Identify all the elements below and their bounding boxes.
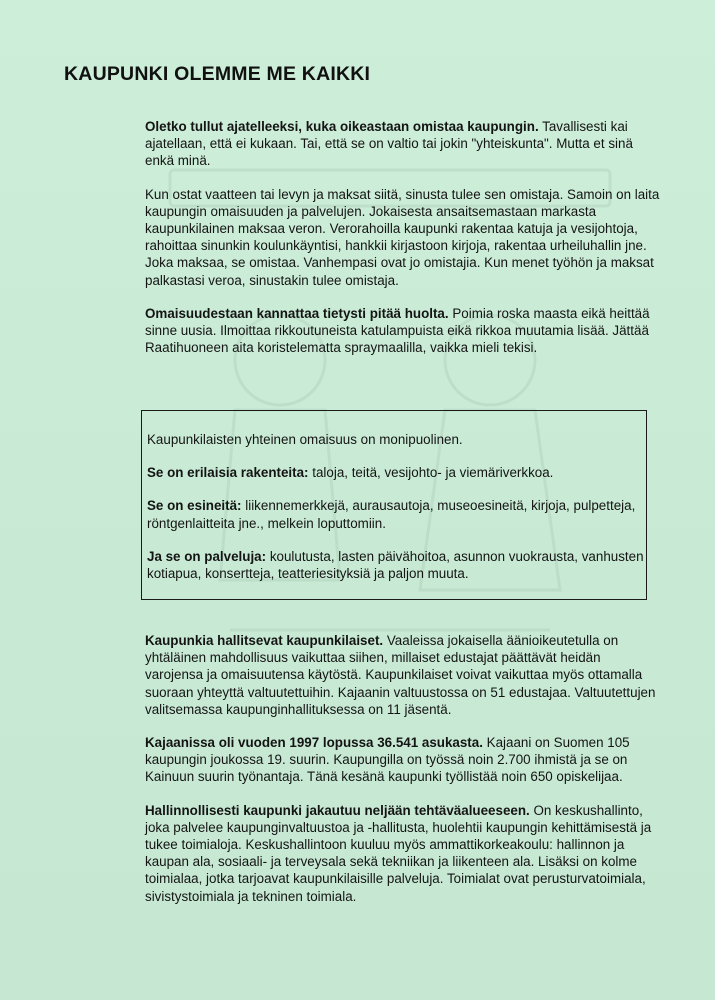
page-title: KAUPUNKI OLEMME ME KAIKKI [64, 63, 371, 85]
box-item-lead: Se on esineitä: [147, 498, 242, 514]
paragraph-lead: Oletko tullut ajatelleeksi, kuka oikeastaan omistaa kaupungin. [145, 119, 539, 134]
governance-section [145, 632, 660, 921]
box-item-lead: Ja se on palveluja: [147, 548, 267, 564]
paragraph-body: Kajaani on Suomen 105 kaupungin joukossa 19. suurin. Kaupungilla on työssä noin 2.700 ihmistä ja se on Kainuun suurin työnantaja. Tänä kesänä kaupunki työllistää noin 650 opiskelijaa. [145, 735, 630, 785]
box-item-body: liikennemerkkejä, aurausautoja, museoesineitä, kirjoja, pulpetteja, röntgenlaitteita jne., melkein loputtomiin. [147, 498, 636, 531]
paragraph-taxes [145, 186, 660, 289]
paragraph-administration [145, 802, 660, 905]
paragraph-body: Vaaleissa jokaisella äänioikeutetulla on yhtäläinen mahdollisuus vaikuttaa siihen, millaiset edustajat päättävät heidän varojensa ja omaisuutensa käytöstä. Kaupunkilaiset voivat vaikuttaa myös ottamalla suoraan yhteyttä valtuutettuihin. Kajaanin valtuustossa on 51 edustajaa. Valtuutettujen valitsemassa kaupunginhallituksessa on 11 jäsentä. [145, 633, 656, 717]
paragraph-care [145, 305, 660, 357]
paragraph-body: On keskushallinto, joka palvelee kaupunginvaltuustoa ja -hallitusta, huolehtii kaupungin kehittämisestä ja tukee toimialoja. Keskushallintoon kuuluu myös ammattikorkeakoulu: hallinnon ja kaupan ala, sosiaali- ja terveysala sekä tekniikan ja liikenteen ala. Lisäksi on kolme toimialaa, jotka tarjoavat kaupunkilaisille palveluja. Toimialat ovat perusturvatoimiala, sivistystoimiala ja tekninen toimiala. [145, 802, 652, 904]
box-intro: Kaupunkilaisten yhteinen omaisuus on monipuolinen. [147, 432, 463, 447]
box-item-services [147, 548, 646, 582]
box-item-body: taloja, teitä, vesijohto- ja viemäriverkkoa. [312, 465, 554, 481]
paragraph-body: Tavallisesti kai ajatellaan, että ei kukaan. Tai, että se on valtio tai jokin "yhteiskunta". Mutta et sinä enkä minä. [145, 119, 633, 169]
paragraph-governance [145, 632, 660, 718]
paragraph-body: Poimia roska maasta eikä heittää sinne uusia. Ilmoittaa rikkoutuneista katulampuista eikä rikkoa muutamia lisää. Jättää Raatihuoneen aita koristelematta spraymaalilla, vaikka mieli tekisi. [145, 305, 650, 356]
paragraph-lead: Kajaanissa oli vuoden 1997 lopussa 36.541 asukasta. [145, 735, 483, 751]
paragraph-lead: Omaisuudestaan kannattaa tietysti pitää huolta. [145, 305, 449, 321]
box-item-structures [147, 464, 646, 481]
box-item-body: koulutusta, lasten päivähoitoa, asunnon vuokrausta, vanhusten kotiapua, konsertteja, teatteriesityksiä ja paljon muuta. [147, 548, 644, 582]
paragraph-population [145, 734, 660, 786]
intro-section [145, 118, 660, 372]
paragraph-lead: Hallinnollisesti kaupunki jakautuu neljään tehtäväalueeseen. [145, 802, 530, 818]
paragraph-ownership [145, 118, 660, 170]
box-item-lead: Se on erilaisia rakenteita: [147, 465, 309, 481]
box-item-objects [147, 497, 646, 531]
paragraph-body: Kun ostat vaatteen tai levyn ja maksat siitä, sinusta tulee sen omistaja. Samoin on laita kaupungin omaisuuden ja palvelujen. Jokaisesta ansaitsemastaan markasta kaupunkilainen maksaa veron. Verorahoilla kaupunki rakentaa katuja ja vesijohtoja, rahoittaa sinunkin koulunkäyntisi, hankkii kirjastoon kirjoja, rakentaa urheiluhallin jne. Joka maksaa, se omistaa. Vanhempasi ovat jo omistajia. Kun menet työhön ja maksat palkastasi veroa, sinustakin tulee omistaja. [145, 186, 660, 288]
property-info-box [141, 410, 647, 600]
paragraph-lead: Kaupunkia hallitsevat kaupunkilaiset. [145, 633, 384, 648]
